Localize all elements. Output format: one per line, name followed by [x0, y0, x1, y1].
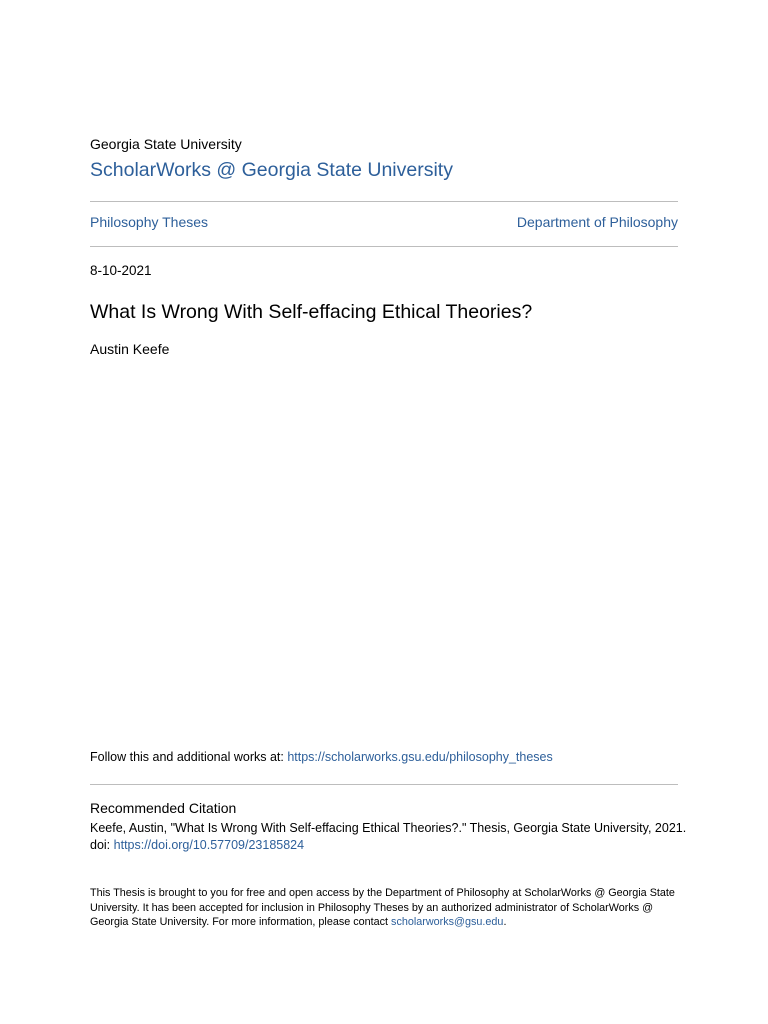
- repository-link[interactable]: ScholarWorks @ Georgia State University: [90, 159, 453, 181]
- publication-date: 8-10-2021: [90, 263, 152, 278]
- author-name: Austin Keefe: [90, 341, 170, 357]
- citation-heading: Recommended Citation: [90, 800, 237, 816]
- citation-divider: [90, 784, 678, 785]
- contact-email-link[interactable]: scholarworks@gsu.edu: [391, 916, 504, 928]
- access-note-text: This Thesis is brought to you for free and open access by the Department of Philosophy at ScholarWorks @ Georgia State University. It has been accepted for inclusion in Philosophy Theses by an authorized administrator of ScholarWorks @ Georgia State University. For more information, please contact: [90, 887, 675, 928]
- header-divider: [90, 246, 678, 247]
- top-divider: [90, 201, 678, 202]
- doi-link[interactable]: https://doi.org/10.57709/23185824: [113, 838, 305, 852]
- department-link[interactable]: Department of Philosophy: [516, 214, 678, 230]
- institution-name: Georgia State University: [90, 136, 242, 152]
- access-note: [90, 886, 680, 930]
- doi-prefix: doi:: [90, 838, 114, 852]
- citation-text: [90, 820, 690, 854]
- follow-url-link[interactable]: https://scholarworks.gsu.edu/philosophy_theses: [287, 750, 553, 764]
- follow-prefix: Follow this and additional works at:: [90, 750, 288, 764]
- thesis-title: What Is Wrong With Self-effacing Ethical Theories?: [90, 301, 533, 323]
- access-note-suffix: .: [503, 916, 507, 928]
- citation-body: Keefe, Austin, "What Is Wrong With Self-effacing Ethical Theories?." Thesis, Georgia State University, 2021.: [90, 821, 687, 835]
- series-link[interactable]: Philosophy Theses: [90, 214, 209, 230]
- follow-line: [90, 749, 553, 765]
